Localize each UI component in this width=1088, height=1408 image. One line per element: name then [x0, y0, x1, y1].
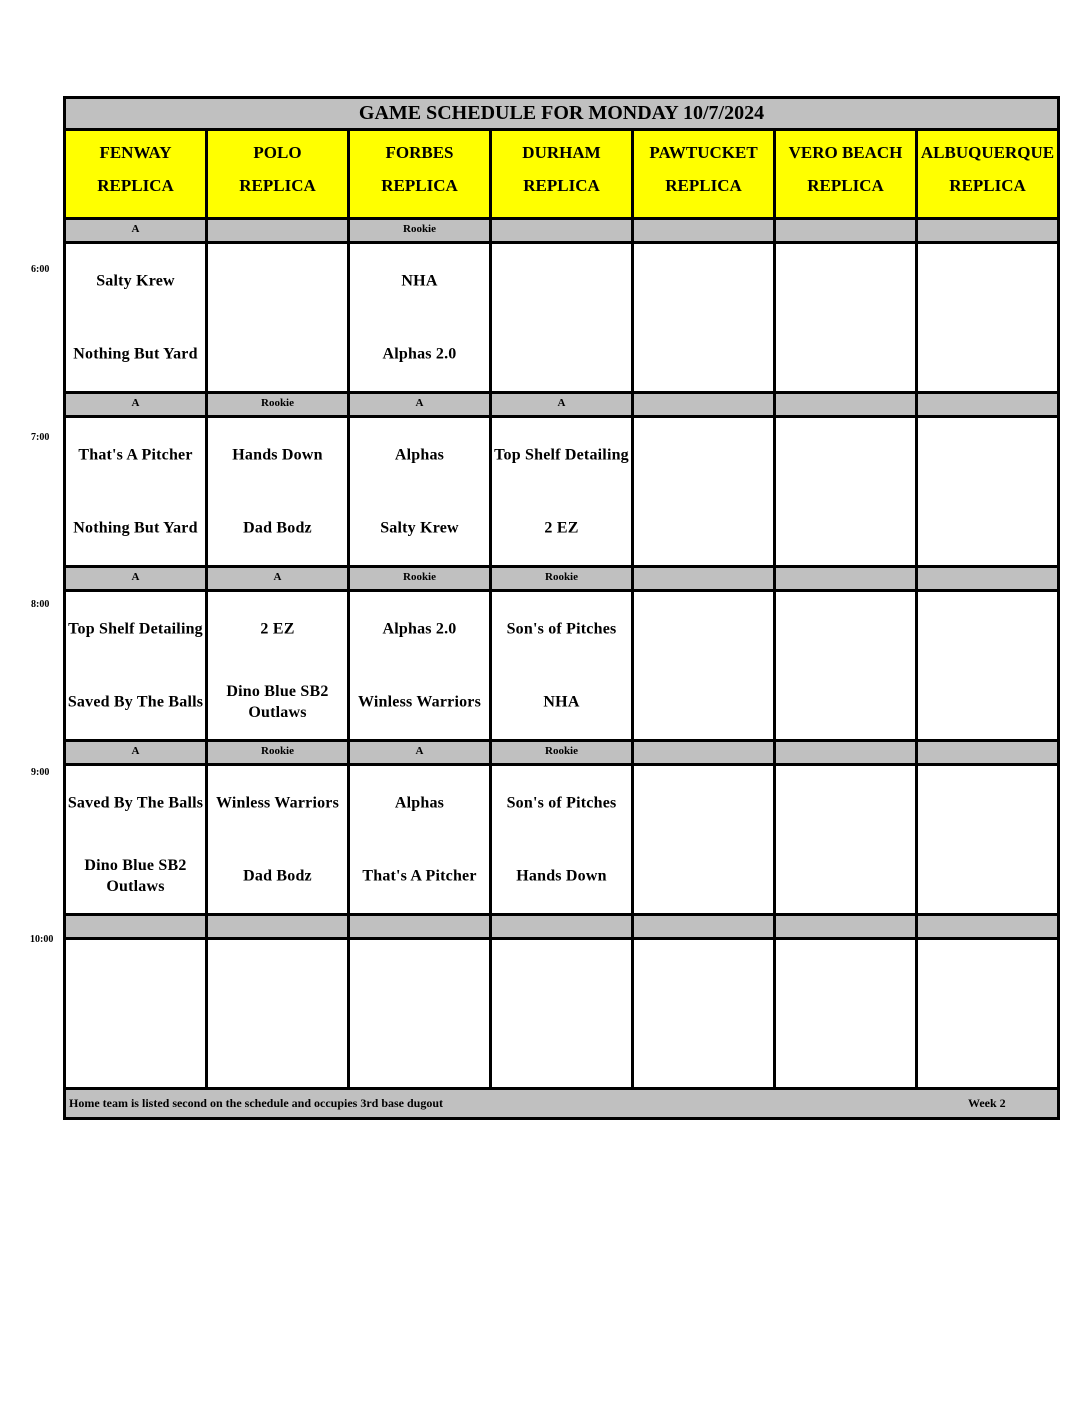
- game-cell: [634, 766, 776, 913]
- level-label: [776, 742, 918, 763]
- field-sub: REPLICA: [523, 176, 600, 195]
- away-team: 2 EZ: [260, 620, 295, 638]
- field-sub: REPLICA: [381, 176, 458, 195]
- field-name: DURHAM: [522, 143, 601, 162]
- away-team: Top Shelf Detailing: [494, 446, 629, 464]
- level-row: [66, 742, 1057, 766]
- field-header: [66, 131, 208, 217]
- field-header: [492, 131, 634, 217]
- home-team: Dad Bodz: [243, 867, 312, 885]
- home-team: Dino Blue SB2 Outlaws: [226, 683, 329, 721]
- game-cell: [350, 592, 492, 739]
- away-team: Son's of Pitches: [506, 794, 617, 812]
- field-name: ALBUQUERQUE: [920, 143, 1055, 162]
- game-cell: [776, 940, 918, 1087]
- home-team: Saved By The Balls: [67, 693, 204, 711]
- game-row: [66, 592, 1057, 742]
- level-label: A: [66, 394, 208, 415]
- game-cell: [66, 940, 208, 1087]
- level-label: Rookie: [350, 220, 492, 241]
- level-label: [918, 568, 1057, 589]
- level-label: A: [208, 568, 350, 589]
- game-cell: [208, 418, 350, 565]
- game-cell: [776, 244, 918, 391]
- level-label: [776, 568, 918, 589]
- away-team: Top Shelf Detailing: [68, 620, 203, 638]
- field-name: VERO BEACH: [788, 143, 903, 162]
- time-label-6: 6:00: [31, 264, 50, 275]
- away-team: NHA: [401, 272, 438, 290]
- game-cell: [776, 766, 918, 913]
- level-label: [634, 220, 776, 241]
- level-label: [208, 916, 350, 937]
- game-cell: [208, 244, 350, 391]
- level-row: [66, 394, 1057, 418]
- level-label: A: [66, 220, 208, 241]
- level-label: Rookie: [208, 742, 350, 763]
- home-team: Nothing But Yard: [73, 519, 198, 537]
- game-cell: [918, 244, 1057, 391]
- game-cell: [208, 592, 350, 739]
- game-cell: [634, 418, 776, 565]
- game-cell: [350, 940, 492, 1087]
- field-name: FENWAY: [99, 143, 172, 162]
- level-row: [66, 568, 1057, 592]
- home-team: Salty Krew: [380, 519, 459, 537]
- game-cell: [634, 940, 776, 1087]
- home-team: Dad Bodz: [243, 519, 312, 537]
- away-team: That's A Pitcher: [78, 446, 193, 464]
- away-team: Alphas 2.0: [382, 620, 457, 638]
- game-cell: [492, 592, 634, 739]
- field-sub: REPLICA: [97, 176, 174, 195]
- level-label: [918, 394, 1057, 415]
- level-label: Rookie: [208, 394, 350, 415]
- time-label-10: 10:00: [30, 934, 54, 945]
- level-label: A: [492, 394, 634, 415]
- away-team: Winless Warriors: [215, 794, 340, 812]
- game-cell: [492, 766, 634, 913]
- level-label: [634, 568, 776, 589]
- level-label: [918, 220, 1057, 241]
- level-label: A: [350, 394, 492, 415]
- time-label-9: 9:00: [31, 767, 50, 778]
- game-cell: [66, 244, 208, 391]
- game-cell: [350, 418, 492, 565]
- time-label-7: 7:00: [31, 432, 50, 443]
- footer-note: Home team is listed second on the schedule and occupies 3rd base dugout: [69, 1096, 444, 1110]
- field-sub: REPLICA: [239, 176, 316, 195]
- level-label: [66, 916, 208, 937]
- level-label: Rookie: [492, 742, 634, 763]
- away-team: Alphas: [394, 446, 445, 464]
- field-sub: REPLICA: [807, 176, 884, 195]
- game-cell: [350, 766, 492, 913]
- schedule-table: [63, 96, 1060, 1120]
- game-cell: [776, 418, 918, 565]
- game-cell: [634, 592, 776, 739]
- game-cell: [492, 418, 634, 565]
- footer-row: [66, 1090, 1057, 1117]
- game-cell: [492, 940, 634, 1087]
- field-sub: REPLICA: [665, 176, 742, 195]
- level-label: [634, 742, 776, 763]
- game-row: [66, 418, 1057, 568]
- game-cell: [350, 244, 492, 391]
- level-label: [776, 916, 918, 937]
- home-team: Nothing But Yard: [73, 345, 198, 363]
- game-cell: [66, 592, 208, 739]
- field-name: FORBES: [385, 143, 454, 162]
- schedule-title: GAME SCHEDULE FOR MONDAY 10/7/2024: [66, 99, 1057, 131]
- home-team: Winless Warriors: [357, 693, 482, 711]
- week-label: Week 2: [968, 1096, 1006, 1110]
- game-cell: [918, 592, 1057, 739]
- level-label: [776, 394, 918, 415]
- field-header: [776, 131, 918, 217]
- away-team: Salty Krew: [96, 272, 175, 290]
- away-team: Son's of Pitches: [506, 620, 617, 638]
- game-cell: [776, 592, 918, 739]
- home-team: NHA: [543, 693, 580, 711]
- game-cell: [634, 244, 776, 391]
- level-label: [634, 394, 776, 415]
- game-cell: [918, 766, 1057, 913]
- field-header-row: [66, 131, 1057, 220]
- home-team: Hands Down: [516, 867, 607, 885]
- field-sub: REPLICA: [949, 176, 1026, 195]
- level-label: Rookie: [350, 568, 492, 589]
- level-label: A: [350, 742, 492, 763]
- field-name: POLO: [253, 143, 302, 162]
- level-label: [492, 916, 634, 937]
- game-cell: [918, 418, 1057, 565]
- level-row: [66, 916, 1057, 940]
- level-label: [918, 742, 1057, 763]
- home-team: 2 EZ: [544, 519, 579, 537]
- level-label: [918, 916, 1057, 937]
- away-team: Saved By The Balls: [67, 794, 204, 812]
- game-row: [66, 940, 1057, 1090]
- field-name: PAWTUCKET: [649, 143, 758, 162]
- field-header: [350, 131, 492, 217]
- game-row: [66, 244, 1057, 394]
- time-label-8: 8:00: [31, 599, 50, 610]
- game-cell: [208, 766, 350, 913]
- level-label: [350, 916, 492, 937]
- game-cell: [208, 940, 350, 1087]
- level-label: Rookie: [492, 568, 634, 589]
- game-cell: [66, 418, 208, 565]
- level-row: [66, 220, 1057, 244]
- home-team: That's A Pitcher: [362, 867, 477, 885]
- level-label: A: [66, 568, 208, 589]
- game-cell: [66, 766, 208, 913]
- away-team: Alphas: [394, 794, 445, 812]
- away-team: Hands Down: [232, 446, 323, 464]
- level-label: [492, 220, 634, 241]
- game-row: [66, 766, 1057, 916]
- level-label: [208, 220, 350, 241]
- game-cell: [492, 244, 634, 391]
- field-header: [208, 131, 350, 217]
- game-cell: [918, 940, 1057, 1087]
- field-header: [634, 131, 776, 217]
- home-team: Alphas 2.0: [382, 345, 457, 363]
- level-label: [776, 220, 918, 241]
- level-label: [634, 916, 776, 937]
- level-label: A: [66, 742, 208, 763]
- field-header: [918, 131, 1057, 217]
- home-team: Dino Blue SB2 Outlaws: [84, 857, 187, 895]
